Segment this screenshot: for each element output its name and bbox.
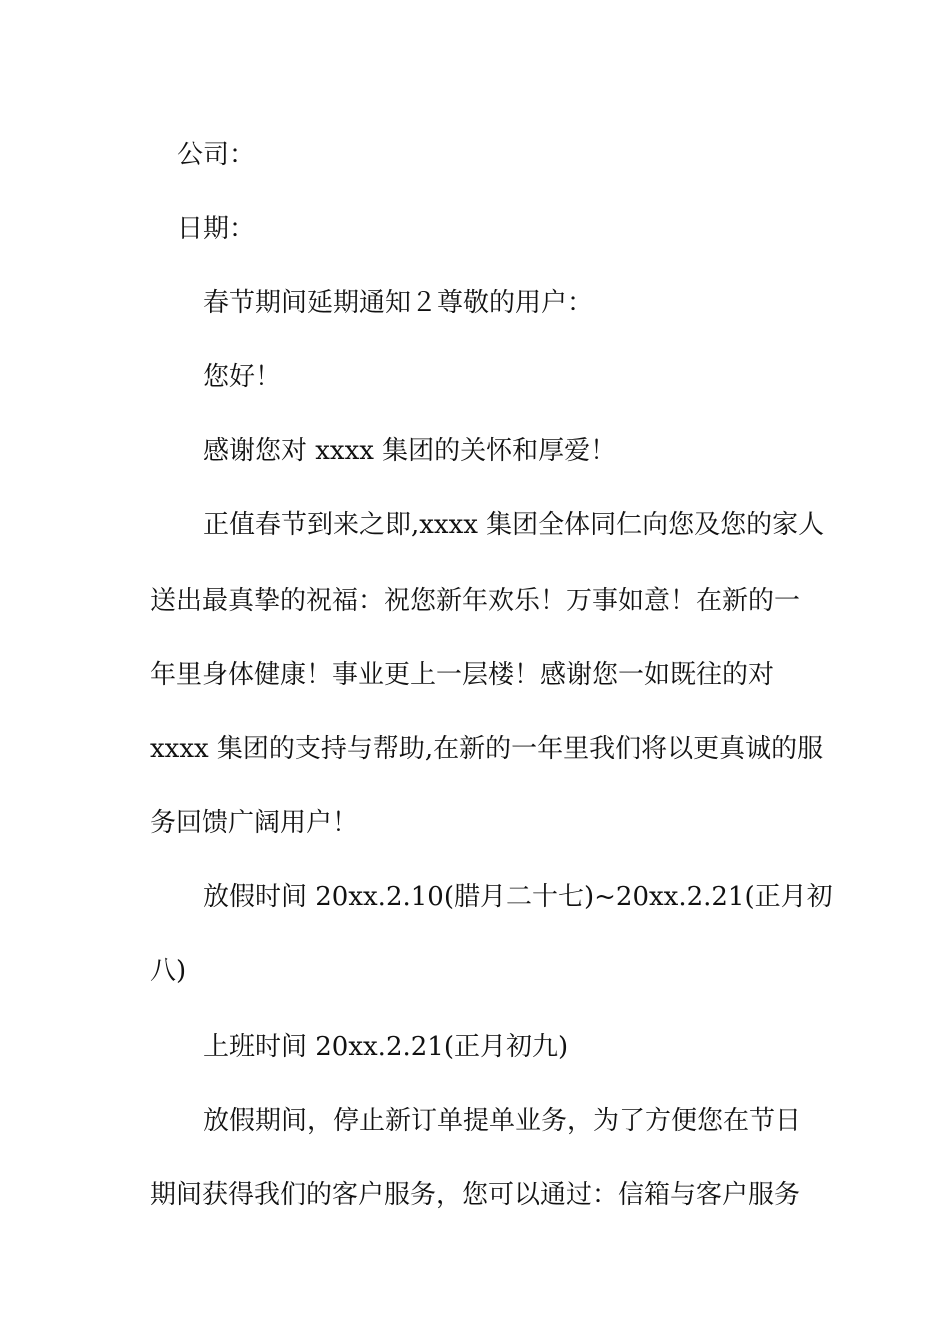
paragraph-line: 年里身体健康！事业更上一层楼！感谢您一如既往的对 [150,660,775,690]
thanks-line: 感谢您对 xxxx 集团的关怀和厚爱！ [203,436,617,466]
paragraph-line: xxxx 集团的支持与帮助,在新的一年里我们将以更真诚的服 [150,734,824,764]
service-paragraph-line: 放假期间，停止新订单提单业务，为了方便您在节日 [203,1106,802,1136]
greeting: 您好！ [203,362,282,392]
work-resume-line: 上班时间 20xx.2.21(正月初九) [203,1032,569,1062]
holiday-period-line: 放假时间 20xx.2.10(腊月二十七)~20xx.2.21(正月初 [203,882,833,912]
paragraph-line: 正值春节到来之即,xxxx 集团全体同仁向您及您的家人 [203,510,825,540]
holiday-period-line: 八) [150,956,187,986]
company-label: 公司： [177,140,256,170]
notice-title-salutation: 春节期间延期通知２尊敬的用户： [203,288,594,318]
service-paragraph-line: 期间获得我们的客户服务，您可以通过：信箱与客户服务 [150,1180,801,1210]
paragraph-line: 送出最真挚的祝福：祝您新年欢乐！万事如意！在新的一 [150,586,801,616]
paragraph-line: 务回馈广阔用户！ [150,808,359,838]
date-label: 日期： [177,214,256,244]
